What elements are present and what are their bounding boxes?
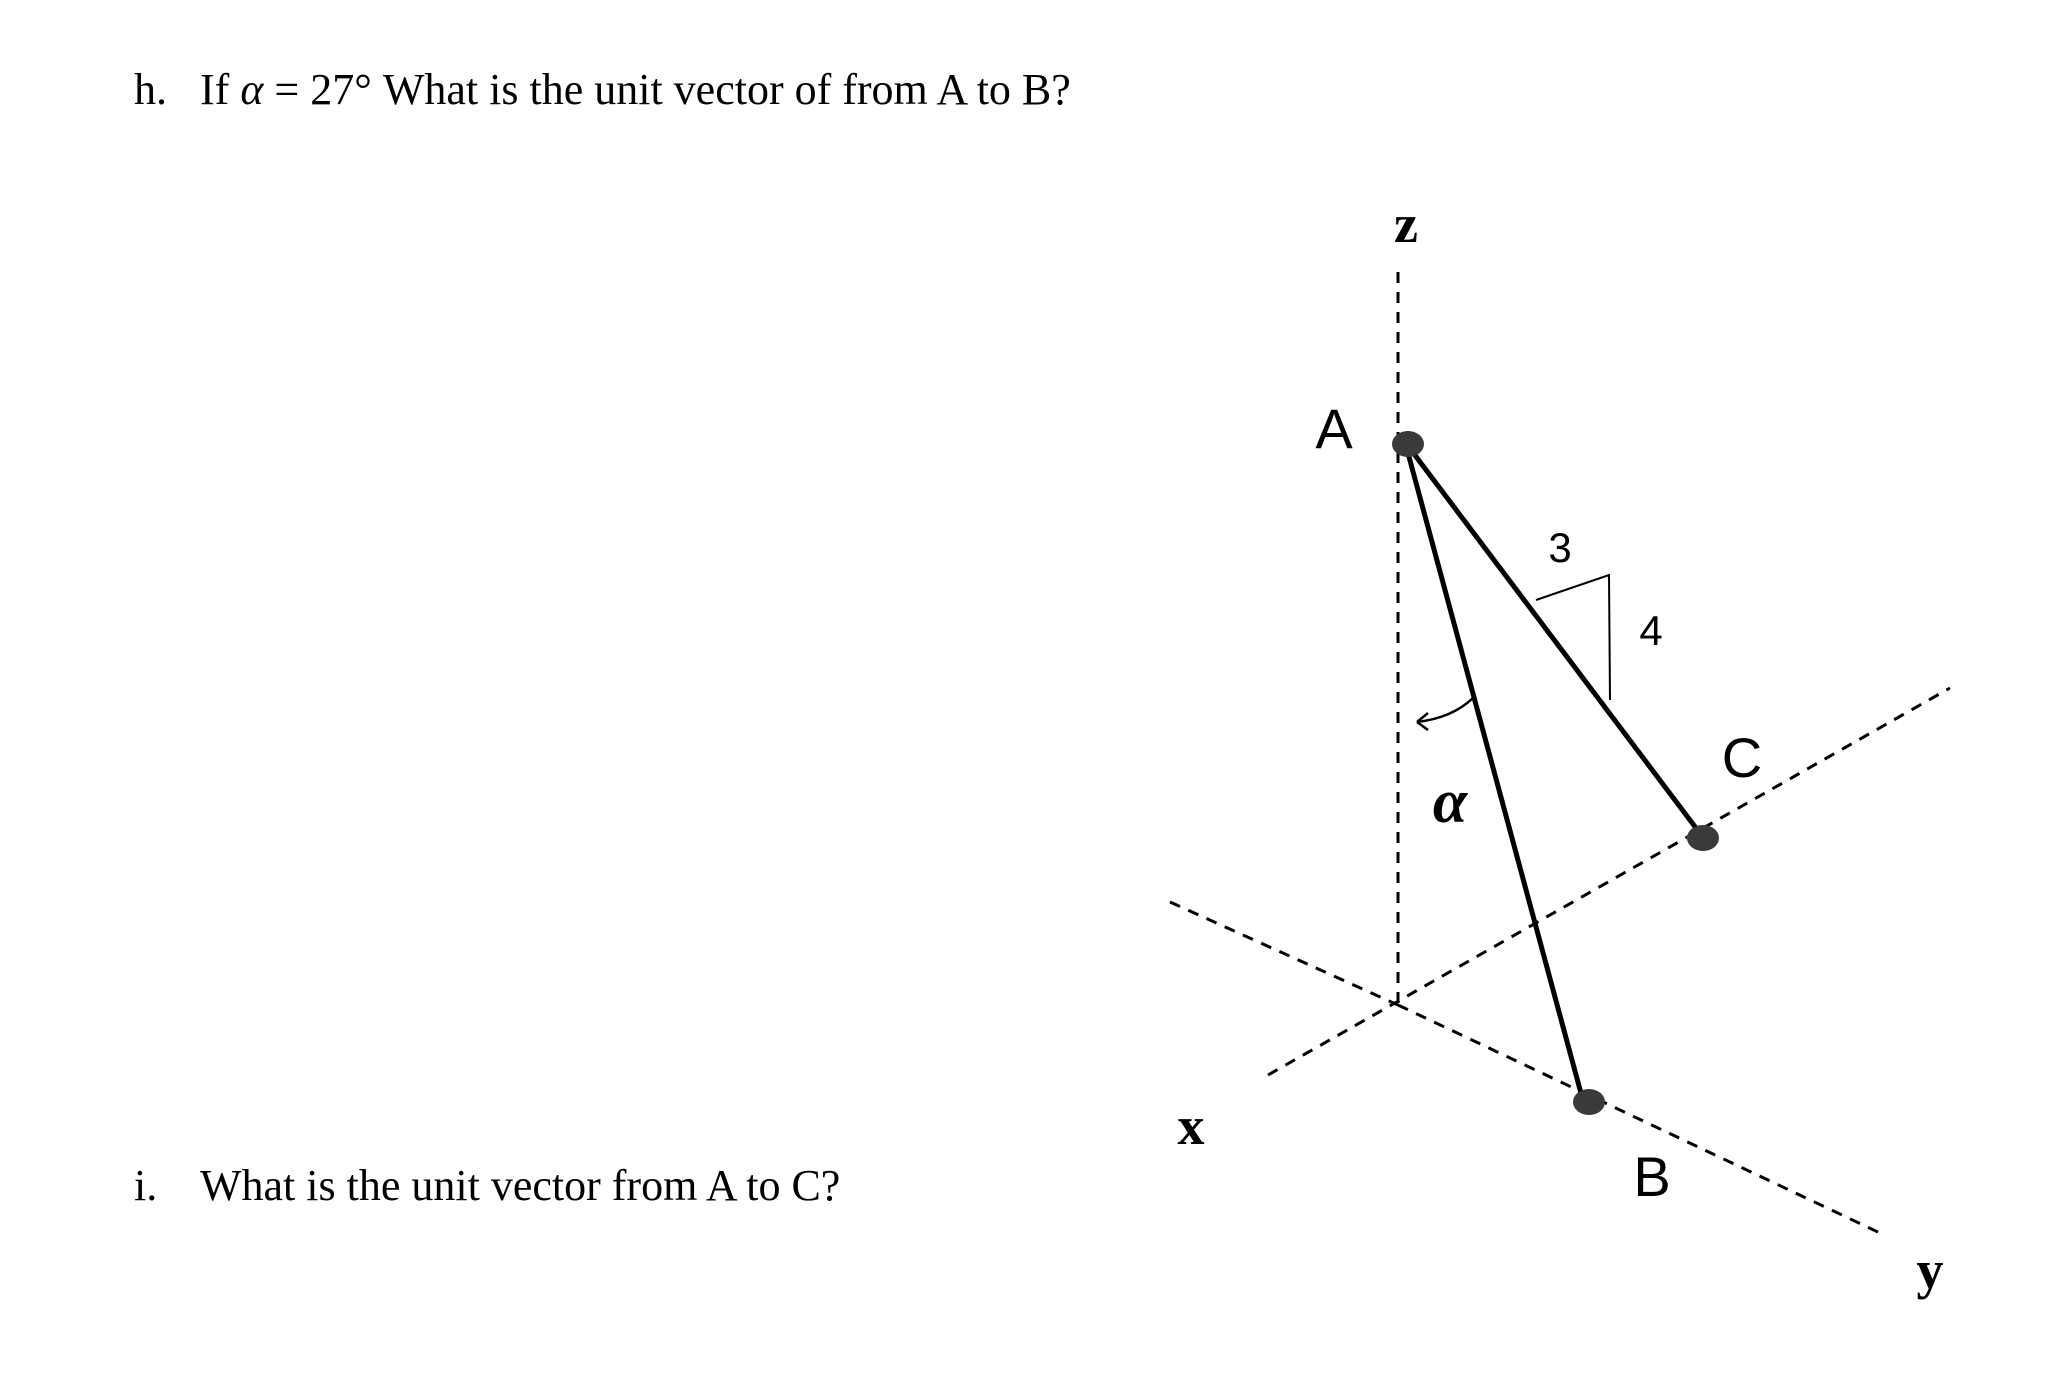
point-a-dot xyxy=(1392,431,1424,457)
question-h-text-after: = 27° What is the unit vector of from A to B? xyxy=(263,65,1071,114)
point-a-label: A xyxy=(1315,397,1353,460)
x-axis-label: x xyxy=(1177,1096,1205,1156)
slope-triangle xyxy=(1536,575,1610,700)
c-axis-line xyxy=(1268,688,1950,1075)
question-h-alpha-symbol: α xyxy=(240,65,264,114)
slope-rise-label: 4 xyxy=(1639,607,1663,654)
point-c-dot xyxy=(1687,825,1719,851)
question-h-text-before: If xyxy=(200,65,241,114)
slope-run-label: 3 xyxy=(1548,524,1572,571)
question-h-marker: h. xyxy=(134,65,167,114)
alpha-angle-arc xyxy=(1417,698,1473,722)
y-axis-label: y xyxy=(1916,1240,1944,1300)
x-axis-line xyxy=(1170,902,1398,1005)
z-axis-label: z xyxy=(1394,194,1418,254)
point-c-label: C xyxy=(1721,726,1763,789)
point-b-label: B xyxy=(1633,1145,1671,1208)
alpha-angle-label: α xyxy=(1432,768,1468,836)
question-i-text: What is the unit vector from A to C? xyxy=(200,1161,841,1210)
question-i-marker: i. xyxy=(134,1161,158,1210)
point-b-dot xyxy=(1573,1089,1605,1115)
